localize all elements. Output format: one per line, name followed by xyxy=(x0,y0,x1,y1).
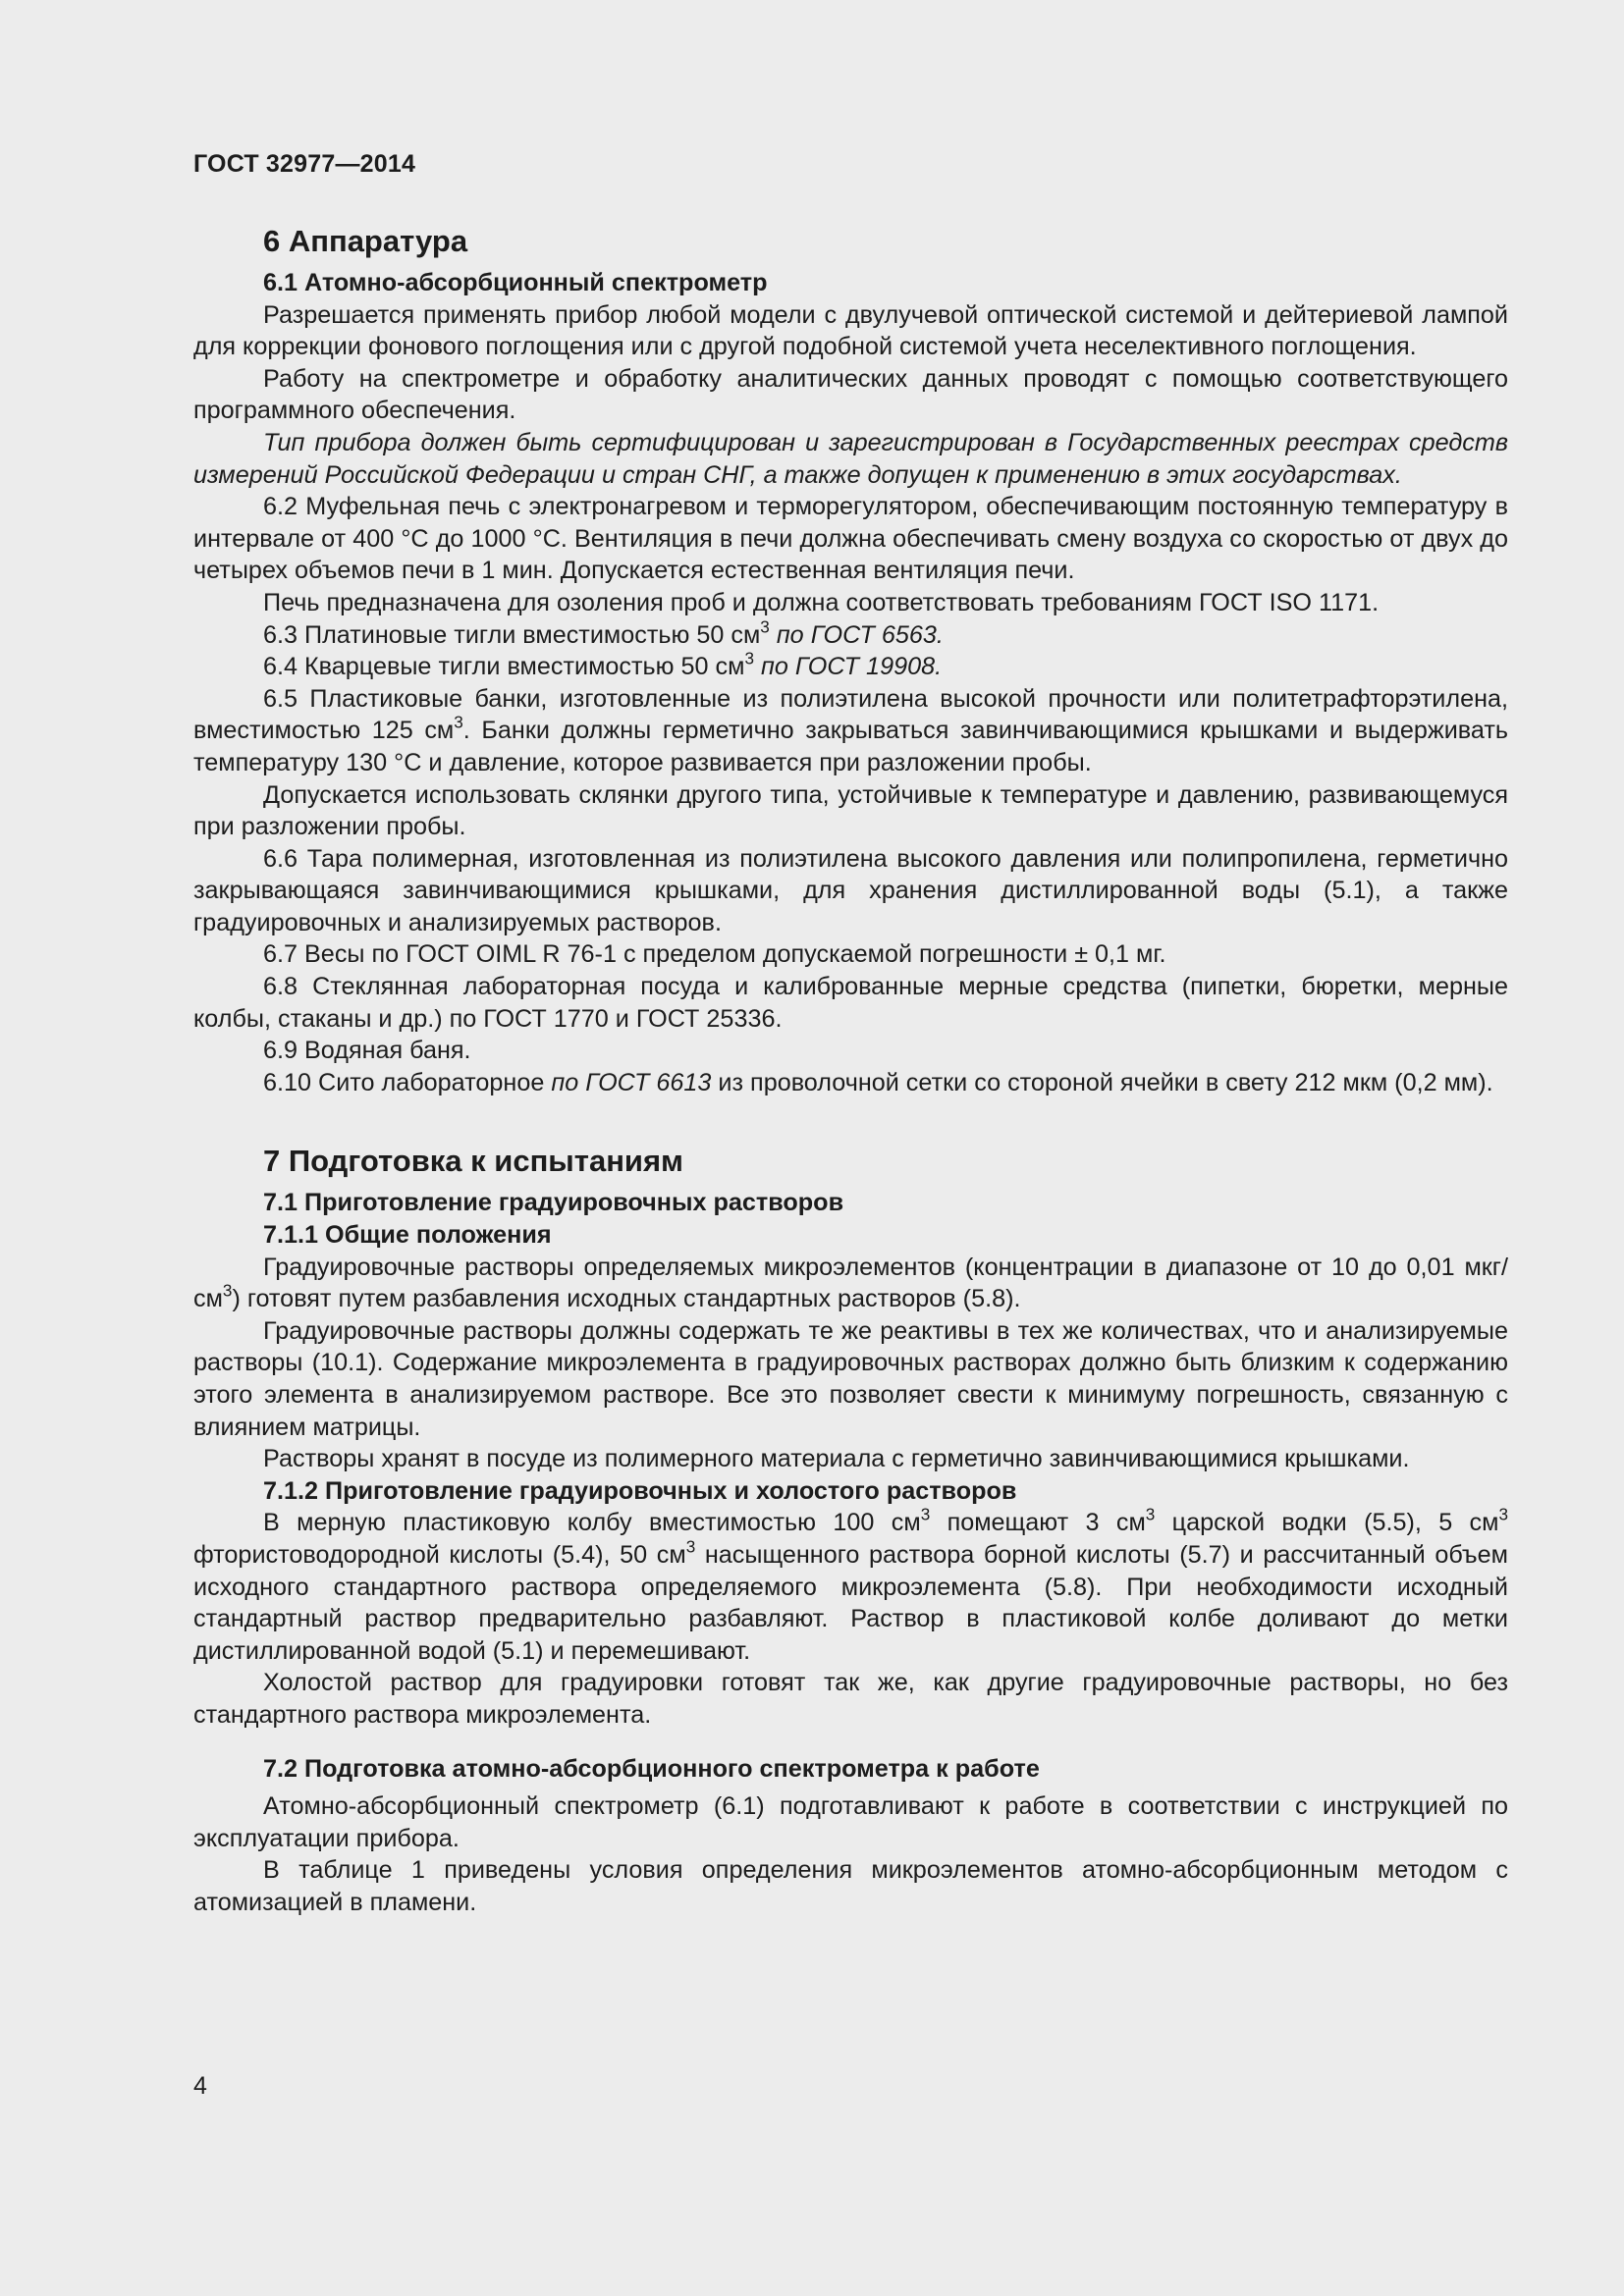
section-6-title: 6 Аппаратура xyxy=(263,224,468,258)
paragraph-6-1-c: Тип прибора должен быть сертифицирован и зарегистрирован в Государственных реестрах средств измерений Российской Федерации и стран СНГ, а также допущен к применению в этих государствах. xyxy=(193,428,1508,489)
subsection-7-2-title: 7.2 Подготовка атомно-абсорбционного спектрометра к работе xyxy=(263,1754,1040,1783)
paragraph-7-1-1-b: Градуировочные растворы должны содержать те же реактивы в тех же количествах, что и анализируемые растворы (10.1). Содержание микроэлемента в градуировочных растворах должно быть близким к содержанию этого элемента в анализируемом растворе. Все это позволяет свести к минимуму погрешность, связанную с влиянием матрицы. xyxy=(193,1316,1508,1441)
document-header: ГОСТ 32977—2014 xyxy=(193,150,416,178)
section-7-title: 7 Подготовка к испытаниям xyxy=(263,1144,683,1179)
paragraph-6-1-b: Работу на спектрометре и обработку аналитических данных проводят с помощью соответствующего программного обеспечения. xyxy=(193,364,1508,425)
paragraph-6-1-a: Разрешается применять прибор любой модели с двулучевой оптической системой и дейтериевой лампой для коррекции фонового поглощения или с другой подобной системой учета неселективного поглощения. xyxy=(193,300,1508,361)
paragraph-6-2: 6.2 Муфельная печь с электронагревом и терморегулятором, обеспечивающим постоянную температуру в интервале от 400 °С до 1000 °С. Вентиляция в печи должна обеспечивать смену воздуха со скоростью от двух до четырех объемов печи в 1 мин. Допускается естественная вентиляция печи. xyxy=(193,493,1508,585)
paragraph-7-2-b: В таблице 1 приведены условия определения микроэлементов атомно-абсорбционным методом с атомизацией в пламени. xyxy=(193,1856,1508,1916)
subsection-7-1-2-title: 7.1.2 Приготовление градуировочных и холостого растворов xyxy=(263,1476,1017,1505)
paragraph-6-3: 6.3 Платиновые тигли вместимостью 50 $см^3$ по ГОСТ 6563. xyxy=(263,615,944,649)
paragraph-6-6: 6.6 Тара полимерная, изготовленная из полиэтилена высокого давления или полипропилена, герметично закрывающаяся завинчивающимися крышками, для хранения дистиллированной воды (5.1), а также градуировочных и анализируемых растворов. xyxy=(193,844,1508,936)
paragraph-7-1-1-c: Растворы хранят в посуде из полимерного материала с герметично завинчивающимися крышками. xyxy=(263,1445,1410,1473)
subsection-7-1-1-title: 7.1.1 Общие положения xyxy=(263,1221,552,1250)
document-body xyxy=(193,222,1508,1919)
paragraph-7-1-2-a: В мерную пластиковую колбу вместимостью 100 $см^3$ помещают 3 $см^3$ царской водки (5.5), 5 $см^3$ фтористоводородной кислоты (5.4), 50 $см^3$ насыщенного раствора борной кислоты (5.7) и рассчитанный объем исходного стандартного раствора определяемого микроэлемента (5.8). При необходимости исходный стандартный раствор предварительно разбавляют. Раствор в пластиковой колбе доливают до метки дистиллированной водой (5.1) и перемешивают. xyxy=(193,1504,1509,1665)
paragraph-7-2-a: Атомно-абсорбционный спектрометр (6.1) подготавливают к работе в соответствии с инструкцией по эксплуатации прибора. xyxy=(193,1792,1508,1852)
subsection-7-1-title: 7.1 Приготовление градуировочных растворов xyxy=(263,1189,844,1217)
paragraph-7-1-2-b: Холостой раствор для градуировки готовят так же, как другие градуировочные растворы, но без стандартного раствора микроэлемента. xyxy=(193,1669,1508,1729)
paragraph-6-5-b: Допускается использовать склянки другого типа, устойчивые к температуре и давлению, развивающемуся при разложении пробы. xyxy=(193,780,1508,841)
paragraph-6-5: 6.5 Пластиковые банки, изготовленные из полиэтилена высокой прочности или политетрафторэтилена, вместимостью 125 $см^3$. Банки должны герметично закрываться завинчивающимися крышками и выдерживать температуру 130 °С и давление, которое развивается при разложении пробы. xyxy=(193,684,1508,776)
paragraph-6-8: 6.8 Стеклянная лабораторная посуда и калиброванные мерные средства (пипетки, бюретки, мерные колбы, стаканы и др.) по ГОСТ 1770 и ГОСТ 25336. xyxy=(193,973,1508,1033)
paragraph-6-2-b: Печь предназначена для озоления проб и должна соответствовать требованиям ГОСТ ISO 1171. xyxy=(263,588,1380,616)
page-number: 4 xyxy=(193,2072,207,2100)
paragraph-6-7: 6.7 Весы по ГОСТ OIML R 76-1 с пределом допускаемой погрешности ± 0,1 мг. xyxy=(263,940,1166,969)
paragraph-7-1-1-a: Градуировочные растворы определяемых микроэлементов (концентрации в диапазоне от 10 до 0,01 мкг/$см^3$) готовят путем разбавления исходных стандартных растворов (5.8). xyxy=(193,1253,1508,1313)
paragraph-6-9: 6.9 Водяная баня. xyxy=(263,1037,471,1065)
subsection-6-1-title: 6.1 Атомно-абсорбционный спектрометр xyxy=(263,269,768,296)
paragraph-6-10: 6.10 Сито лабораторное по ГОСТ 6613 из проволочной сетки со стороной ячейки в свету 212 мкм (0,2 мм). xyxy=(263,1068,1493,1096)
paragraph-6-4: 6.4 Кварцевые тигли вместимостью 50 $см^3$ по ГОСТ 19908. xyxy=(263,648,943,681)
